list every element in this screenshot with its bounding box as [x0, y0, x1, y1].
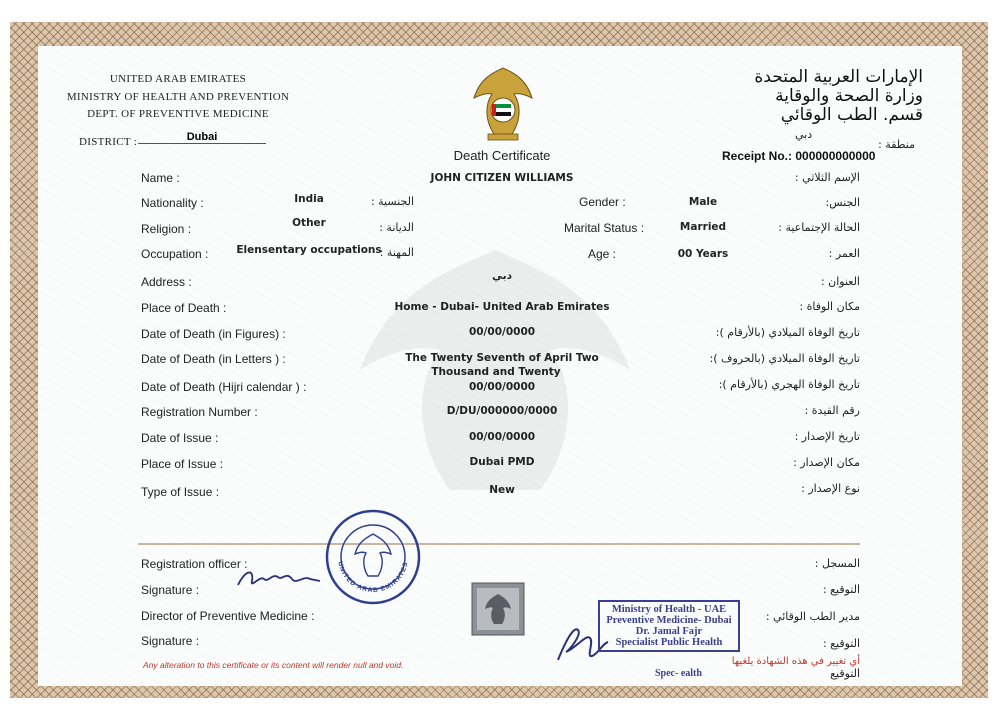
marital-value: Married — [679, 221, 727, 233]
nationality-label: Nationality : — [141, 196, 204, 210]
address-label: Address : — [141, 275, 192, 289]
dept-en: DEPT. OF PREVENTIVE MEDICINE — [87, 108, 269, 120]
type-issue-label: Type of Issue : — [141, 485, 220, 499]
official-stamp — [598, 600, 740, 652]
place-of-death-value: Home - Dubai- United Arab Emirates — [394, 301, 610, 313]
name-label: Name : — [141, 171, 180, 185]
uae-emblem-icon — [470, 64, 536, 144]
registration-label: Registration Number : — [141, 405, 258, 419]
age-label-ar: العمر : — [828, 247, 860, 260]
stamp-line-1: Ministry of Health - UAE — [611, 604, 727, 615]
place-issue-label-ar: مكان الإصدار : — [793, 456, 860, 469]
signature2-label: Signature : — [141, 634, 200, 648]
ministry-en: MINISTRY OF HEALTH AND PREVENTION — [66, 91, 290, 103]
date-figures-label-ar: تاريخ الوفاة الميلادي (بالأرقام ): — [715, 326, 860, 339]
date-letters-value-1: The Twenty Seventh of April Two — [405, 352, 599, 364]
name-label-ar: الإسم الثلاثي : — [794, 171, 860, 184]
marital-label-ar: الحالة الإجتماعية : — [778, 221, 860, 234]
type-issue-value: New — [489, 484, 515, 496]
gender-label: Gender : — [579, 195, 626, 209]
religion-label-ar: الديانة : — [379, 221, 414, 234]
section-divider — [138, 543, 860, 545]
document-title: Death Certificate — [453, 148, 551, 163]
occupation-value: Elensentary occupations — [236, 244, 382, 256]
seal-text: UNITED ARAB EMIRATES — [336, 560, 410, 595]
address-label-ar: العنوان : — [820, 275, 860, 288]
district-label: DISTRICT : — [79, 136, 138, 148]
stamp-fragment: Spec- ealth — [655, 668, 702, 679]
round-seal-icon — [324, 508, 422, 606]
ministry-ar: وزارة الصحة والوقاية — [775, 86, 923, 106]
signature-label-ar: التوقيع : — [822, 583, 860, 596]
type-issue-label-ar: نوع الإصدار : — [801, 482, 860, 495]
date-letters-label: Date of Death (in Letters ) : — [141, 352, 286, 366]
age-label: Age : — [588, 247, 617, 261]
marital-label: Marital Status : — [564, 221, 645, 235]
occupation-label-ar: المهنة : — [379, 246, 414, 259]
date-hijri-label-ar: تاريخ الوفاة الهجري (بالأرقام ): — [718, 378, 860, 391]
registration-label-ar: رقم القيدة : — [804, 404, 860, 417]
stamp-line-4: Specialist Public Health — [615, 637, 723, 648]
svg-text:UNITED ARAB EMIRATES — [336, 561, 409, 594]
director-label: Director of Preventive Medicine : — [141, 609, 315, 623]
place-of-death-label: Place of Death : — [141, 301, 227, 315]
district-value-ar: دبي — [795, 128, 813, 141]
date-issue-value: 00/00/0000 — [468, 431, 536, 443]
date-letters-label-ar: تاريخ الوفاة الميلادي (بالحروف ): — [709, 352, 860, 365]
warning-en: Any alteration to this certificate or its content will render null and void. — [143, 660, 404, 670]
warning-ar: أي تغيير في هذه الشهادة يلغيها — [731, 656, 860, 667]
district-value: Dubai — [138, 131, 266, 144]
registration-officer-label-ar: المسجل : — [814, 557, 860, 570]
date-issue-label-ar: تاريخ الإصدار : — [794, 430, 860, 443]
gender-value: Male — [688, 196, 718, 208]
registration-value: D/DU/000000/0000 — [446, 405, 558, 417]
country-en: UNITED ARAB EMIRATES — [109, 73, 247, 85]
hologram-icon — [471, 582, 525, 636]
date-figures-value: 00/00/0000 — [468, 326, 536, 338]
receipt-number: Receipt No.: 000000000000 — [722, 149, 876, 163]
name-value: JOHN CITIZEN WILLIAMS — [430, 172, 574, 184]
place-issue-value: Dubai PMD — [469, 456, 535, 468]
date-hijri-value: 00/00/0000 — [468, 381, 536, 393]
occupation-label: Occupation : — [141, 247, 209, 261]
signature-label: Signature : — [141, 583, 200, 597]
date-letters-value-2: Thousand and Twenty — [431, 366, 561, 378]
age-value: 00 Years — [677, 248, 729, 260]
registration-officer-label: Registration officer : — [141, 557, 248, 571]
signature2-label-ar: التوقيع : — [822, 637, 860, 650]
director-label-ar: مدير الطب الوقائي : — [765, 610, 860, 623]
nationality-value: India — [294, 193, 324, 205]
country-ar: الإمارات العربية المتحدة — [754, 67, 923, 87]
officer-signature-icon — [234, 565, 324, 595]
gender-label-ar: الجنس: — [825, 196, 860, 209]
dept-ar: قسم. الطب الوقائي — [780, 105, 923, 125]
date-figures-label: Date of Death (in Figures) : — [141, 327, 286, 341]
signature3-label-ar: التوقيع — [830, 667, 860, 680]
stamp-line-2: Preventive Medicine- Dubai — [606, 615, 732, 626]
place-of-death-label-ar: مكان الوفاة : — [799, 300, 860, 313]
date-hijri-label: Date of Death (Hijri calendar ) : — [141, 380, 307, 394]
address-value: دبي — [492, 270, 512, 282]
religion-label: Religion : — [141, 222, 192, 236]
district-label-ar: منطقة : — [878, 138, 915, 151]
stamp-line-3: Dr. Jamal Fajr — [635, 626, 703, 637]
date-issue-label: Date of Issue : — [141, 431, 219, 445]
religion-value: Other — [292, 217, 326, 229]
place-issue-label: Place of Issue : — [141, 457, 224, 471]
nationality-label-ar: الجنسية : — [370, 195, 414, 208]
